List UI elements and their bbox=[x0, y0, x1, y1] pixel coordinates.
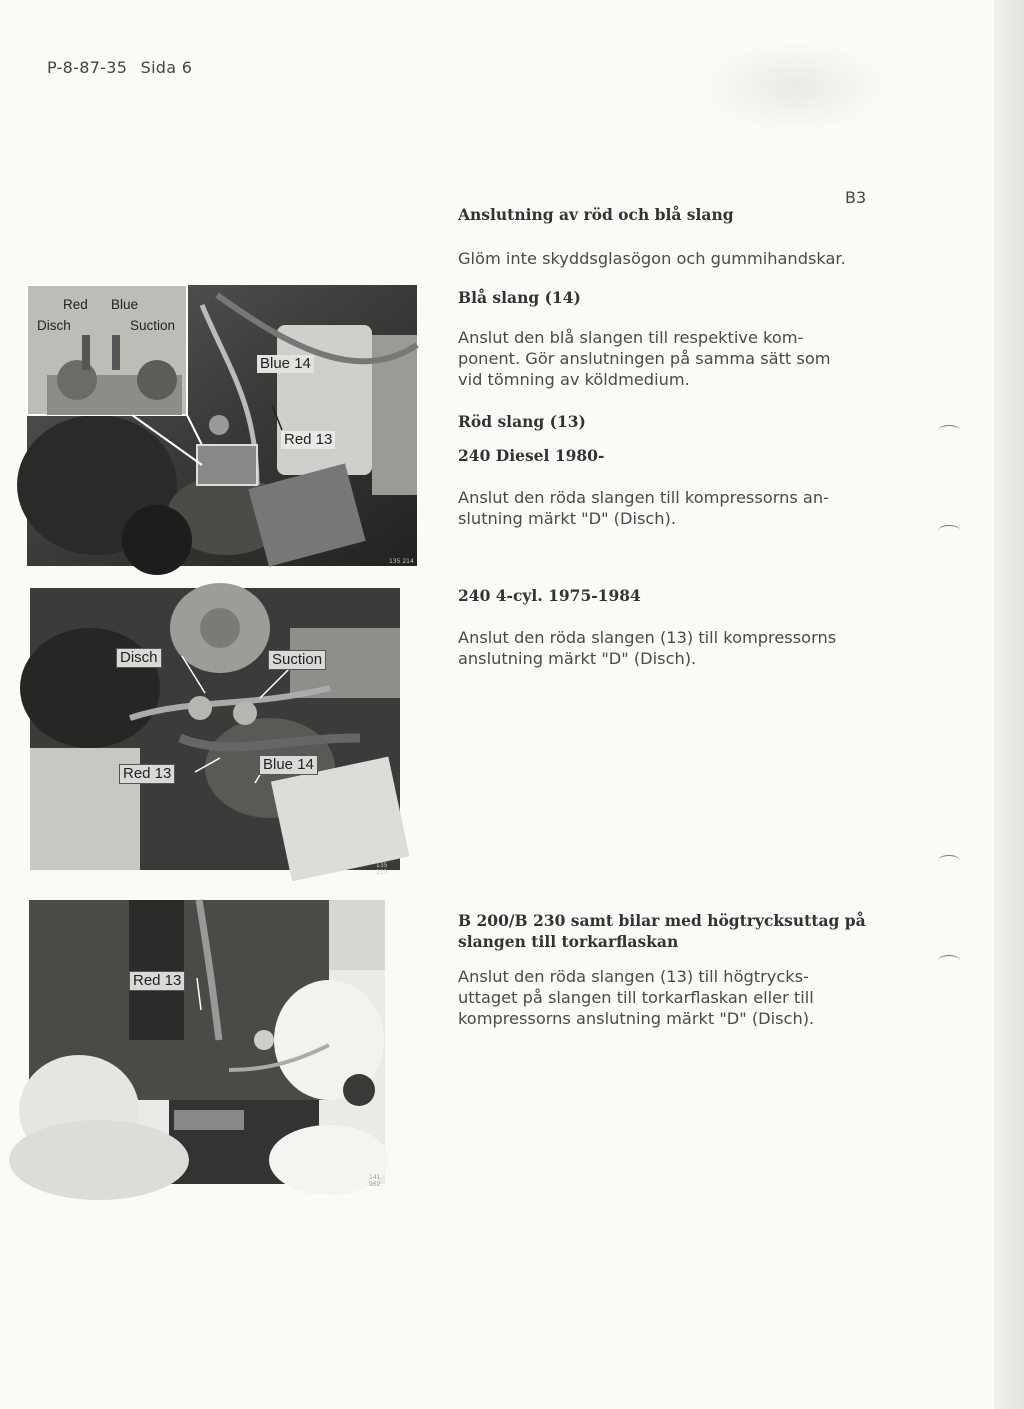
scan-smudge bbox=[700, 42, 890, 132]
blue-hose-body bbox=[458, 327, 831, 390]
text-line: Anslut den röda slangen till kompressorns an- bbox=[458, 488, 829, 507]
main-heading: Anslutning av röd och blå slang bbox=[458, 205, 734, 224]
four-cyl-body bbox=[458, 627, 836, 669]
text-line: Anslut den röda slangen (13) till högtrycks- bbox=[458, 967, 809, 986]
figure-1-illustration bbox=[27, 285, 417, 566]
page-header bbox=[47, 58, 192, 77]
label-red-13: Red 13 bbox=[129, 971, 185, 991]
diesel-body bbox=[458, 487, 829, 529]
page-edge bbox=[994, 0, 1024, 1409]
margin-hole-mark bbox=[938, 525, 960, 536]
text-line: B 200/B 230 samt bilar med högtrycksuttag på bbox=[458, 911, 866, 930]
b200-heading bbox=[458, 910, 866, 952]
photo-number: 135 213 bbox=[376, 862, 388, 876]
label-red-13: Red 13 bbox=[281, 431, 335, 449]
safety-text: Glöm inte skyddsglasögon och gummihandskar. bbox=[458, 249, 846, 268]
figure-2-photo bbox=[30, 588, 400, 876]
text-line: vid tömning av köldmedium. bbox=[458, 370, 690, 389]
section-code: B3 bbox=[845, 188, 867, 207]
label-red: Red bbox=[63, 297, 88, 312]
blue-hose-heading: Blå slang (14) bbox=[458, 288, 581, 307]
red-hose-heading: Röd slang (13) bbox=[458, 412, 586, 431]
doc-code: P-8-87-35 bbox=[47, 58, 128, 77]
text-line: uttaget på slangen till torkarflaskan eller till bbox=[458, 988, 814, 1007]
label-suction: Suction bbox=[268, 650, 326, 670]
label-disch: Disch bbox=[116, 648, 162, 668]
label-disch: Disch bbox=[37, 318, 71, 333]
diesel-subheading: 240 Diesel 1980- bbox=[458, 446, 605, 465]
text-line: anslutning märkt "D" (Disch). bbox=[458, 649, 697, 668]
figure-2-illustration bbox=[30, 588, 400, 870]
label-blue-14: Blue 14 bbox=[259, 755, 318, 775]
text-line: kompressorns anslutning märkt "D" (Disch). bbox=[458, 1009, 815, 1028]
b200-body bbox=[458, 966, 814, 1029]
margin-hole-mark bbox=[938, 955, 960, 966]
label-blue: Blue bbox=[111, 297, 139, 312]
text-line: ponent. Gör anslutningen på samma sätt som bbox=[458, 349, 831, 368]
text-line: Anslut den blå slangen till respektive kom- bbox=[458, 328, 804, 347]
figure-3-photo bbox=[29, 900, 385, 1188]
figure-3-illustration bbox=[29, 900, 385, 1184]
margin-hole-mark bbox=[938, 855, 960, 866]
figure-1-photo bbox=[27, 285, 417, 566]
label-red-13: Red 13 bbox=[119, 764, 175, 784]
label-suction: Suction bbox=[130, 318, 176, 333]
margin-hole-mark bbox=[938, 425, 960, 436]
page-number: Sida 6 bbox=[140, 58, 193, 77]
text-line: slangen till torkarflaskan bbox=[458, 932, 679, 951]
text-line: slutning märkt "D" (Disch). bbox=[458, 509, 677, 528]
photo-number: 135 214 bbox=[389, 558, 414, 565]
text-line: Anslut den röda slangen (13) till kompressorns bbox=[458, 628, 837, 647]
four-cyl-subheading: 240 4-cyl. 1975-1984 bbox=[458, 586, 641, 605]
label-blue-14: Blue 14 bbox=[257, 355, 314, 373]
photo-number: 141 962 bbox=[369, 1174, 381, 1188]
